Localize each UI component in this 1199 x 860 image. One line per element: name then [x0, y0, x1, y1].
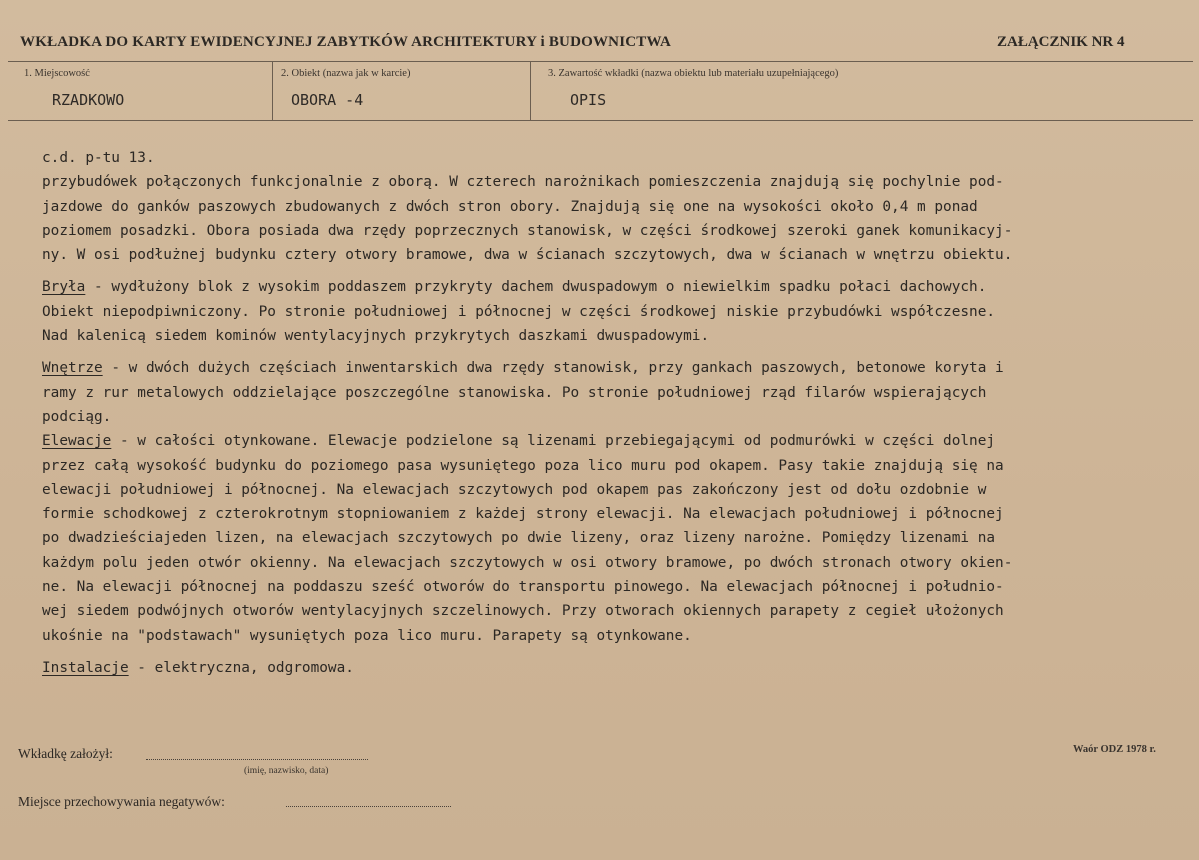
- text-line: poziomem posadzki. Obora posiada dwa rzędy poprzecznych stanowisk, w części środkowej szeroki ganek komunikacyj-: [42, 222, 1013, 239]
- paragraph-bryla: [42, 275, 1197, 348]
- paragraph-instalacje: [42, 656, 1197, 680]
- text-line: jazdowe do ganków paszowych zbudowanych z dwóch stron obory. Znajdują się one na wysokości około 0,4 m ponad: [42, 198, 978, 215]
- field-label-locality: 1. Miejscowość: [24, 68, 90, 79]
- text-line: - w całości otynkowane. Elewacje podzielone są lizenami przebiegającymi od podmurówki w części dolnej: [111, 433, 996, 450]
- created-by-line: [146, 759, 368, 760]
- field-label-content: 3. Zawartość wkładki (nazwa obiektu lub materiału uzupełniającego): [548, 68, 839, 79]
- text-line: wej siedem podwójnych otworów wentylacyjnych szczelinowych. Przy otworach okiennych parapety z cegieł ułożonych: [42, 603, 1004, 620]
- section-heading-instalacje: Instalacje: [42, 659, 129, 676]
- description-body: [42, 146, 1197, 680]
- text-line: przybudówek połączonych funkcjonalnie z oborą. W czterech narożnikach pomieszczenia znajdują się pochylnie pod-: [42, 174, 1004, 191]
- negatives-location-label: Miejsce przechowywania negatywów:: [18, 794, 225, 809]
- text-line: Obiekt niepodpiwniczony. Po stronie południowej i północnej w części środkowej niskie przybudówki współczesne.: [42, 303, 996, 320]
- text-line: c.d. p-tu 13.: [42, 150, 155, 166]
- created-by-label: Wkładkę założył:: [18, 746, 113, 761]
- header-rule-top: [8, 61, 1193, 62]
- text-line: podciąg.: [42, 408, 112, 425]
- paragraph-wnetrze: [42, 356, 1197, 429]
- field-value-locality: RZADKOWO: [52, 91, 125, 109]
- paragraph-continuation: [42, 146, 1197, 267]
- text-line: przez całą wysokość budynku do poziomego pasa wysuniętego poza lico muru pod okapem. Pasy takie znajdują się na: [42, 457, 1004, 474]
- text-line: formie schodkowej z czterokrotnym stopniowaniem z każdej strony elewacji. Na elewacjach południowej i północnej: [42, 506, 1004, 523]
- text-line: elewacji południowej i północnej. Na elewacjach szczytowych pod okapem pas zakończony jest od dołu ozdobnie w: [42, 481, 987, 498]
- header-rule-bottom: [8, 120, 1193, 121]
- text-line: każdym polu jeden otwór okienny. Na elewacjach szczytowych w osi otwory bramowe, po dwóch stronach otwory okien-: [42, 554, 1013, 571]
- field-label-object: 2. Obiekt (nazwa jak w karcie): [281, 68, 411, 79]
- annex-number: ZAŁĄCZNIK NR 4: [997, 34, 1125, 50]
- form-title: WKŁADKA DO KARTY EWIDENCYJNEJ ZABYTKÓW ARCHITEKTURY i BUDOWNICTWA: [20, 34, 672, 50]
- field-divider-1: [272, 61, 273, 120]
- text-line: - w dwóch dużych częściach inwentarskich dwa rzędy stanowisk, przy gankach paszowych, betonowe koryta i: [102, 360, 1004, 377]
- paragraph-elewacje: [42, 429, 1197, 648]
- section-heading-elewacje: Elewacje: [42, 433, 112, 450]
- text-line: ukośnie na "podstawach" wysuniętych poza lico muru. Parapety są otynkowane.: [42, 627, 692, 644]
- field-value-object: OBORA -4: [291, 91, 364, 109]
- negatives-location-line: [286, 806, 451, 807]
- text-line: - elektryczna, odgromowa.: [128, 659, 354, 676]
- text-line: ny. W osi podłużnej budynku cztery otwory bramowe, dwa w ścianach szczytowych, dwa w ścianach w wnętrzu obiektu.: [42, 247, 1013, 264]
- field-value-content: OPIS: [570, 91, 607, 109]
- created-by-hint: (imię, nazwisko, data): [244, 766, 329, 776]
- text-line: po dwadzieściajeden lizen, na elewacjach szczytowych po dwie lizeny, oraz lizeny narożne. Pomiędzy lizenami na: [42, 530, 996, 547]
- text-line: Nad kalenicą siedem kominów wentylacyjnych przykrytych daszkami dwuspadowymi.: [42, 328, 710, 345]
- text-line: - wydłużony blok z wysokim poddaszem przykryty dachem dwuspadowym o niewielkim spadku połaci dachowych.: [85, 279, 987, 296]
- text-line: ne. Na elewacji północnej na poddaszu sześć otworów do transportu pinowego. Na elewacjach północnej i południo-: [42, 579, 1004, 596]
- section-heading-bryla: Bryła: [42, 279, 86, 296]
- field-divider-2: [530, 61, 531, 120]
- form-reference: Waór ODZ 1978 r.: [1073, 744, 1156, 755]
- section-heading-wnetrze: Wnętrze: [42, 360, 103, 377]
- text-line: ramy z rur metalowych oddzielające poszczególne stanowiska. Po stronie południowej rząd filarów wspierających: [42, 384, 987, 401]
